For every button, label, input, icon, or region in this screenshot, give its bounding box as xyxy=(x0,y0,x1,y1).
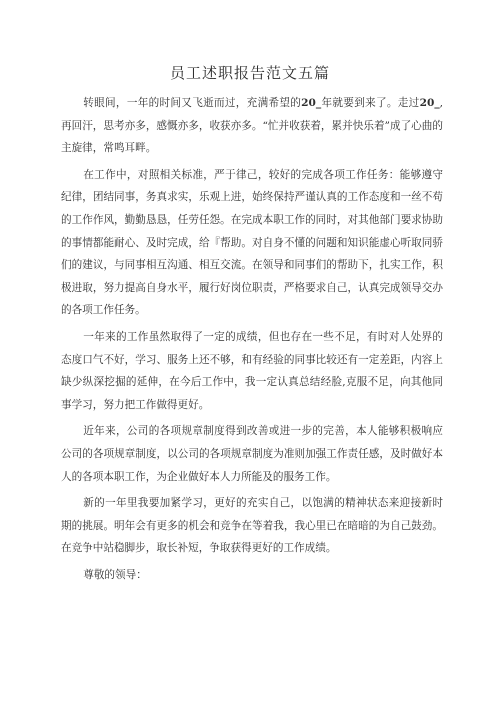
body-paragraph xyxy=(61,92,443,160)
bold-text-segment: 20_ xyxy=(419,97,440,109)
document-title: 员工述职报告范文五篇 xyxy=(169,64,330,82)
text-segment: 年就要到来了。走过 xyxy=(321,97,420,109)
text-segment: ,再回汗，思考亦多，感慨亦多，收获亦多。“忙并收获着，累并快乐着”成了心曲的主旋律，常鸣耳畔。 xyxy=(61,97,444,155)
text-segment: 在工作中，对照相关标准，严于律己，较好的完成各项工作任务：能够遵守纪律，团结同事，务真求实，乐观上进，始终保持严谨认真的工作态度和一丝不苟的工作作风，勤勤恳恳，任劳任怨。在完成本职工作的同时，对其他部门要求协助的事情都能耐心、及时完成，给『帮助。对自身不懂的问题和知识能虚心听取同骄们的建议，与同事相互沟通、相互交流。在领导和同事们的帮助下，扎实工作，积极进取，努力提高自身水平，履行好岗位职责，严格要求自己，认真完成领导交办的各项工作任务。 xyxy=(61,168,443,317)
body-paragraph xyxy=(61,420,443,488)
document-body xyxy=(61,92,443,590)
text-segment: 近年来，公司的各项规章制度得到改善或进一步的完善，本人能够积极响应公司的各项规章制度，以公司的各项规章制度为准则加强工作责任感，及时做好本人的各项本职工作，为企业做好本人力所能及的服务工作。 xyxy=(61,425,443,483)
text-segment: 转眼间，一年的时间又飞逝而过，充满希望的 xyxy=(83,97,302,109)
body-paragraph xyxy=(61,326,443,416)
text-segment: 新的一年里我要加紧学习，更好的充实自己，以饱满的精神状态来迎接新时期的挑展。明年会有更多的机会和竞争在等着我，我心里已在暗暗的为自己鼓劲。在竞争中站稳脚步，取长补短，争取获得更好的工作成绩。 xyxy=(61,497,443,555)
body-paragraph xyxy=(61,164,443,322)
text-segment: 一年来的工作虽然取得了一定的成绩，但也存在一些不足，有时对人处界的态度口气不好，学习、服务上还不够，和有经验的同事比较还有一定差距，内容上缺少纵深挖掘的延伸，在今后工作中，我一定认真总结经脸,克服不足，向其他同事学习，努力把工作做得更好。 xyxy=(61,330,443,411)
bold-text-segment: 20_ xyxy=(301,97,322,109)
body-paragraph xyxy=(61,564,443,587)
body-paragraph xyxy=(61,492,443,560)
text-segment: 尊敬的领导： xyxy=(83,568,147,581)
